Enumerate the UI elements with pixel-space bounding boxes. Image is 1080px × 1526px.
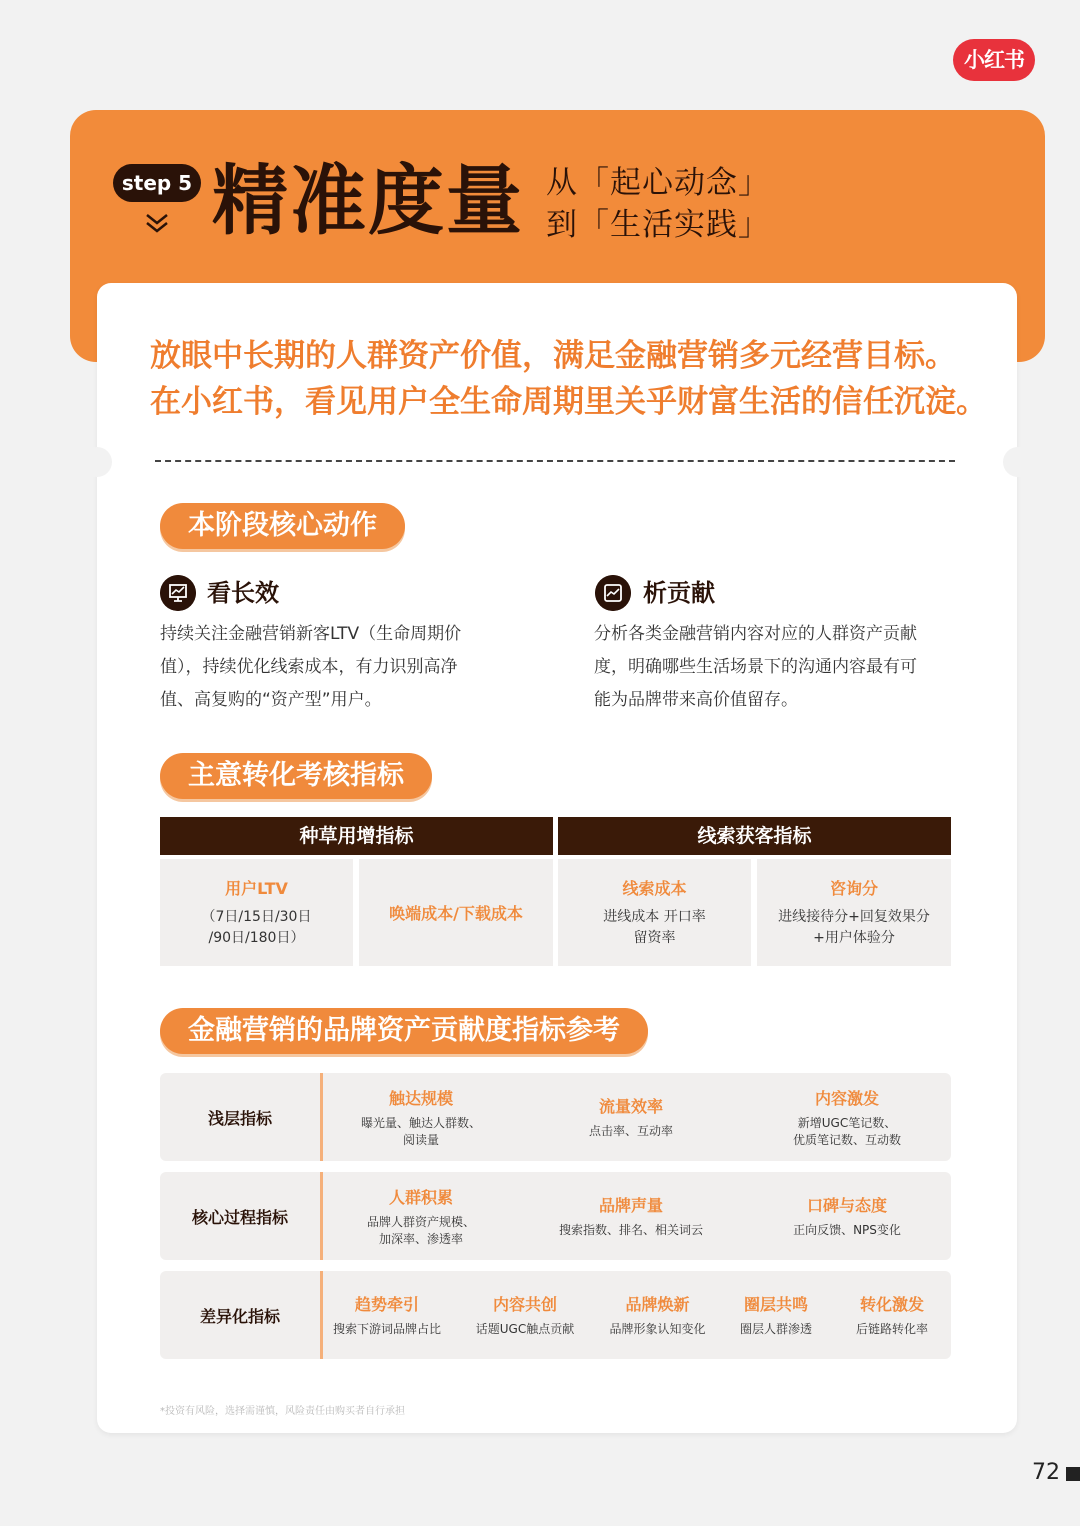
- metric-item: [459, 1271, 591, 1359]
- presentation-chart-icon: [160, 575, 196, 611]
- kpi-group-header: 种草用增指标: [160, 817, 553, 855]
- kpi-cell-desc: 进线接待分+回复效果分 +用户体验分: [778, 909, 930, 946]
- kpi-cell: [359, 859, 553, 966]
- desc-line: 值），持续优化线索成本，有力识别高净: [160, 657, 458, 677]
- card-notch-left: [82, 447, 112, 477]
- metric-desc: 正向反馈、NPS变化: [793, 1223, 901, 1237]
- metric-desc: 新增UGC笔记数、 优质笔记数、互动数: [792, 1115, 901, 1147]
- metric-title: 内容共创: [492, 1295, 557, 1314]
- kpi-cell-title: 唤端成本/下载成本: [389, 904, 523, 923]
- metric-title: 品牌声量: [598, 1196, 663, 1215]
- metric-item: [743, 1172, 951, 1260]
- headline: [150, 333, 1010, 425]
- section-title-kpi: 主意转化考核指标: [160, 753, 432, 799]
- metric-title: 人群积累: [388, 1187, 453, 1207]
- action-desc-contribution: [594, 618, 964, 717]
- metric-desc: 后链路转化率: [855, 1322, 928, 1336]
- metric-desc: 搜索下游词品牌占比: [332, 1322, 441, 1336]
- metric-row-label: 浅层指标: [207, 1108, 272, 1128]
- metric-desc: 话题UGC触点贡献: [475, 1322, 575, 1336]
- kpi-cell-title: 线索成本: [622, 879, 687, 898]
- metric-item: [323, 1172, 519, 1260]
- metric-desc: 品牌人群资产规模、 加深率、渗透率: [366, 1214, 475, 1246]
- kpi-cell: [757, 859, 951, 966]
- metric-title: 内容激发: [814, 1088, 879, 1108]
- metric-row-core: [160, 1172, 951, 1260]
- risk-disclaimer: *投资有风险，选择需谨慎，风险责任由购买者自行承担: [160, 1406, 405, 1417]
- metric-title: 触达规模: [388, 1088, 453, 1108]
- page-marker: [1066, 1467, 1080, 1481]
- metric-desc: 圈层人群渗透: [739, 1322, 812, 1336]
- metric-row-label: 差异化指标: [199, 1306, 280, 1326]
- xiaohongshu-logo: 小红书: [953, 39, 1035, 81]
- desc-line: 能为品牌带来高价值留存。: [594, 690, 798, 710]
- subtitle-line-2: 到「生活实践」: [546, 207, 770, 243]
- headline-line-2: 在小红书，看见用户全生命周期里关乎财富生活的信任沉淀。: [150, 384, 987, 420]
- metric-title: 转化激发: [859, 1295, 924, 1314]
- chevron-down-icon: [144, 212, 170, 234]
- metric-title: 趋势牵引: [354, 1295, 419, 1314]
- desc-line: 持续关注金融营销新客LTV（生命周期价: [160, 624, 462, 644]
- action-title-contribution: 析贡献: [643, 579, 715, 607]
- kpi-cell-desc: 进线成本 开口率 留资率: [603, 909, 706, 946]
- content-card: [97, 283, 1017, 1433]
- kpi-cell-desc: （7日/15日/30日 /90日/180日）: [201, 909, 312, 946]
- kpi-cell-title: 用户LTV: [225, 879, 288, 898]
- metric-title: 品牌焕新: [625, 1295, 690, 1314]
- desc-line: 分析各类金融营销内容对应的人群资产贡献: [594, 624, 917, 644]
- kpi-cell: [160, 859, 353, 966]
- dashed-divider: [155, 460, 955, 462]
- metric-item: [323, 1073, 519, 1161]
- metric-title: 流量效率: [598, 1097, 663, 1116]
- metric-item: [836, 1271, 948, 1359]
- action-desc-long-term: [160, 618, 540, 717]
- metric-desc: 点击率、互动率: [588, 1124, 673, 1138]
- kpi-cell-title: 咨询分: [829, 879, 878, 898]
- metric-row-differentiation: [160, 1271, 951, 1359]
- step-badge: step 5: [113, 164, 201, 202]
- page-subtitle: [546, 162, 770, 246]
- desc-line: 度，明确哪些生活场景下的沟通内容最有可: [594, 657, 917, 677]
- metric-desc: 品牌形象认知变化: [609, 1322, 706, 1336]
- subtitle-line-1: 从「起心动念」: [546, 165, 770, 201]
- metric-item: [526, 1073, 736, 1161]
- card-notch-right: [1003, 447, 1033, 477]
- desc-line: 值、高复购的“资产型”用户。: [160, 690, 382, 710]
- metric-item: [526, 1172, 736, 1260]
- metric-desc: 曝光量、触达人群数、 阅读量: [360, 1115, 481, 1147]
- section-title-brand-metrics: 金融营销的品牌资产贡献度指标参考: [160, 1008, 648, 1054]
- metric-title: 口碑与态度: [806, 1196, 887, 1215]
- metric-title: 圈层共鸣: [743, 1295, 808, 1314]
- metric-item: [599, 1271, 716, 1359]
- kpi-group-header: 线索获客指标: [558, 817, 951, 855]
- headline-line-1: 放眼中长期的人群资产价值，满足金融营销多元经营目标。: [150, 338, 956, 374]
- kpi-cell: [558, 859, 751, 966]
- metric-item: [323, 1271, 451, 1359]
- page-title: 精准度量: [212, 156, 524, 245]
- metric-row-shallow: [160, 1073, 951, 1161]
- action-title-long-term: 看长效: [207, 579, 279, 607]
- section-title-core-actions: 本阶段核心动作: [160, 503, 405, 549]
- metric-item: [743, 1073, 951, 1161]
- metric-desc: 搜索指数、排名、相关词云: [558, 1223, 703, 1237]
- metric-item: [724, 1271, 828, 1359]
- analysis-chart-icon: [595, 575, 631, 611]
- metric-row-label: 核心过程指标: [191, 1207, 288, 1227]
- page-number: 72: [1032, 1460, 1060, 1485]
